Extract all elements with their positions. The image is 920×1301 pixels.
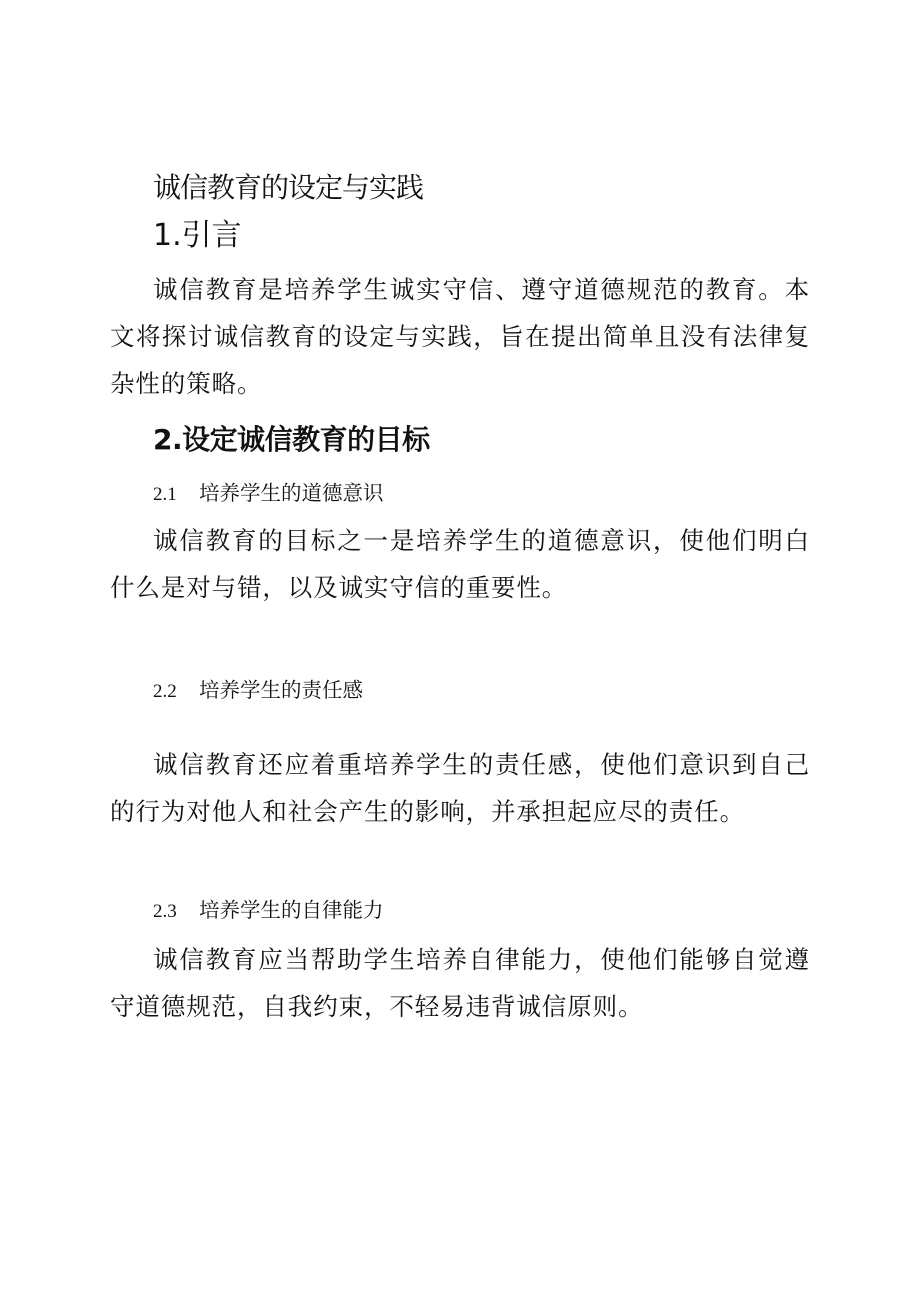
subsection-2-3-heading bbox=[153, 895, 384, 927]
subsection-2-2-heading bbox=[153, 675, 363, 707]
section-1-heading: 1.引言 bbox=[153, 218, 242, 253]
subsection-2-3-title: 培养学生的自律能力 bbox=[199, 898, 384, 922]
subsection-2-2-title: 培养学生的责任感 bbox=[199, 678, 363, 702]
subsection-2-1-paragraph: 诚信教育的目标之一是培养学生的道德意识，使他们明白什么是对与错，以及诚实守信的重要性。 bbox=[110, 526, 810, 602]
subsection-2-3-paragraph: 诚信教育应当帮助学生培养自律能力，使他们能够自觉遵守道德规范，自我约束，不轻易违背诚信原则。 bbox=[110, 945, 810, 1021]
section-1-paragraph: 诚信教育是培养学生诚实守信、遵守道德规范的教育。本文将探讨诚信教育的设定与实践，旨在提出简单且没有法律复杂性的策略。 bbox=[110, 275, 810, 398]
subsection-2-3-number: 2.3 bbox=[153, 901, 177, 922]
subsection-2-1-heading bbox=[153, 478, 384, 510]
section-2-heading: 2.设定诚信教育的目标 bbox=[153, 423, 430, 456]
subsection-2-1-title: 培养学生的道德意识 bbox=[199, 481, 384, 505]
subsection-2-1-number: 2.1 bbox=[153, 484, 177, 505]
document-title: 诚信教育的设定与实践 bbox=[153, 171, 424, 204]
subsection-2-2-number: 2.2 bbox=[153, 681, 177, 702]
subsection-2-2-paragraph: 诚信教育还应着重培养学生的责任感，使他们意识到自己的行为对他人和社会产生的影响，并承担起应尽的责任。 bbox=[110, 750, 810, 826]
